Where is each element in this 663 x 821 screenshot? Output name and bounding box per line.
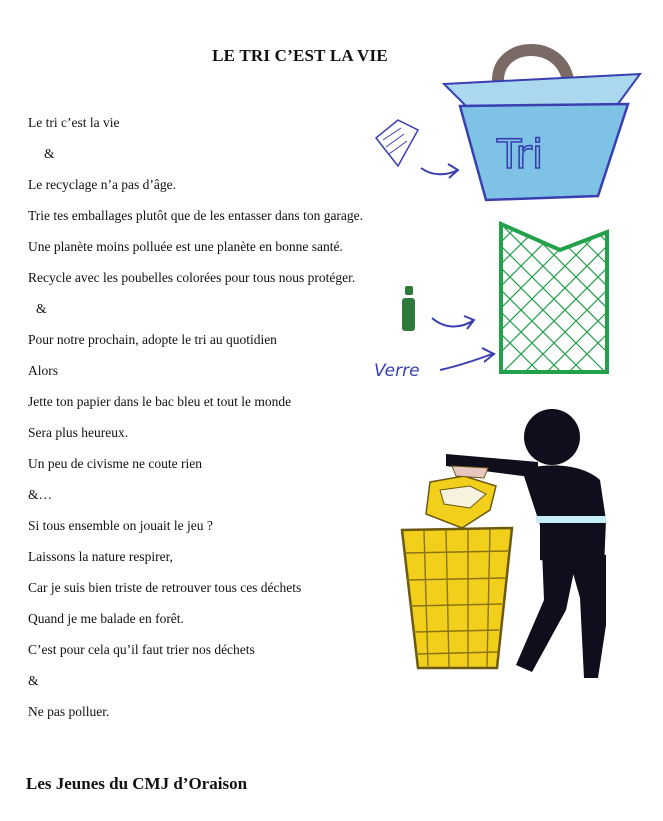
person-head [524,409,580,465]
glass-label: Verre [374,361,420,381]
poem-line: Laissons la nature respirer, [28,549,173,564]
poem-line: Une planète moins polluée est une planète en bonne santé. [28,239,343,254]
poem-line: Alors [28,363,58,378]
poem-line: Pour notre prochain, adopte le tri au quotidien [28,332,277,347]
poem-line: Un peu de civisme ne coute rien [28,456,202,471]
poem-line: Le recyclage n’a pas d’âge. [28,177,177,192]
basket-handle [498,50,568,80]
poem-line: Ne pas polluer. [28,704,110,719]
poem-line: Le tri c’est la vie [28,115,120,130]
page-title: LE TRI C’EST LA VIE [212,46,388,65]
poem-line: Si tous ensemble on jouait le jeu ? [28,518,213,533]
poem-line: Sera plus heureux. [28,425,129,440]
yellow-box-drawing [426,466,496,528]
bottle-icon [402,286,474,331]
poem-line: Trie tes emballages plutôt que de les entasser dans ton garage. [28,208,364,223]
poem-line: &… [28,487,53,502]
basket-text: Tri [497,132,544,178]
poem-line: Jette ton papier dans le bac bleu et tout le monde [28,394,292,409]
poem-line: C’est pour cela qu’il faut trier nos déchets [28,642,255,657]
glass-label-group [374,348,494,381]
blue-basket-drawing [444,50,640,200]
poem-line: Recycle avec les poubelles colorées pour tous nous protéger. [28,270,356,285]
poem-line: & [36,301,47,316]
poem-line: & [28,673,39,688]
poem-line: & [44,146,55,161]
poem-line: Quand je me balade en forêt. [28,611,184,626]
yellow-bin-drawing [402,528,512,668]
basket-body [460,104,628,200]
newspaper-icon [376,120,458,178]
signature: Les Jeunes du CMJ d’Oraison [26,774,248,793]
poem-line: Car je suis bien triste de retrouver tous ces déchets [28,580,302,595]
